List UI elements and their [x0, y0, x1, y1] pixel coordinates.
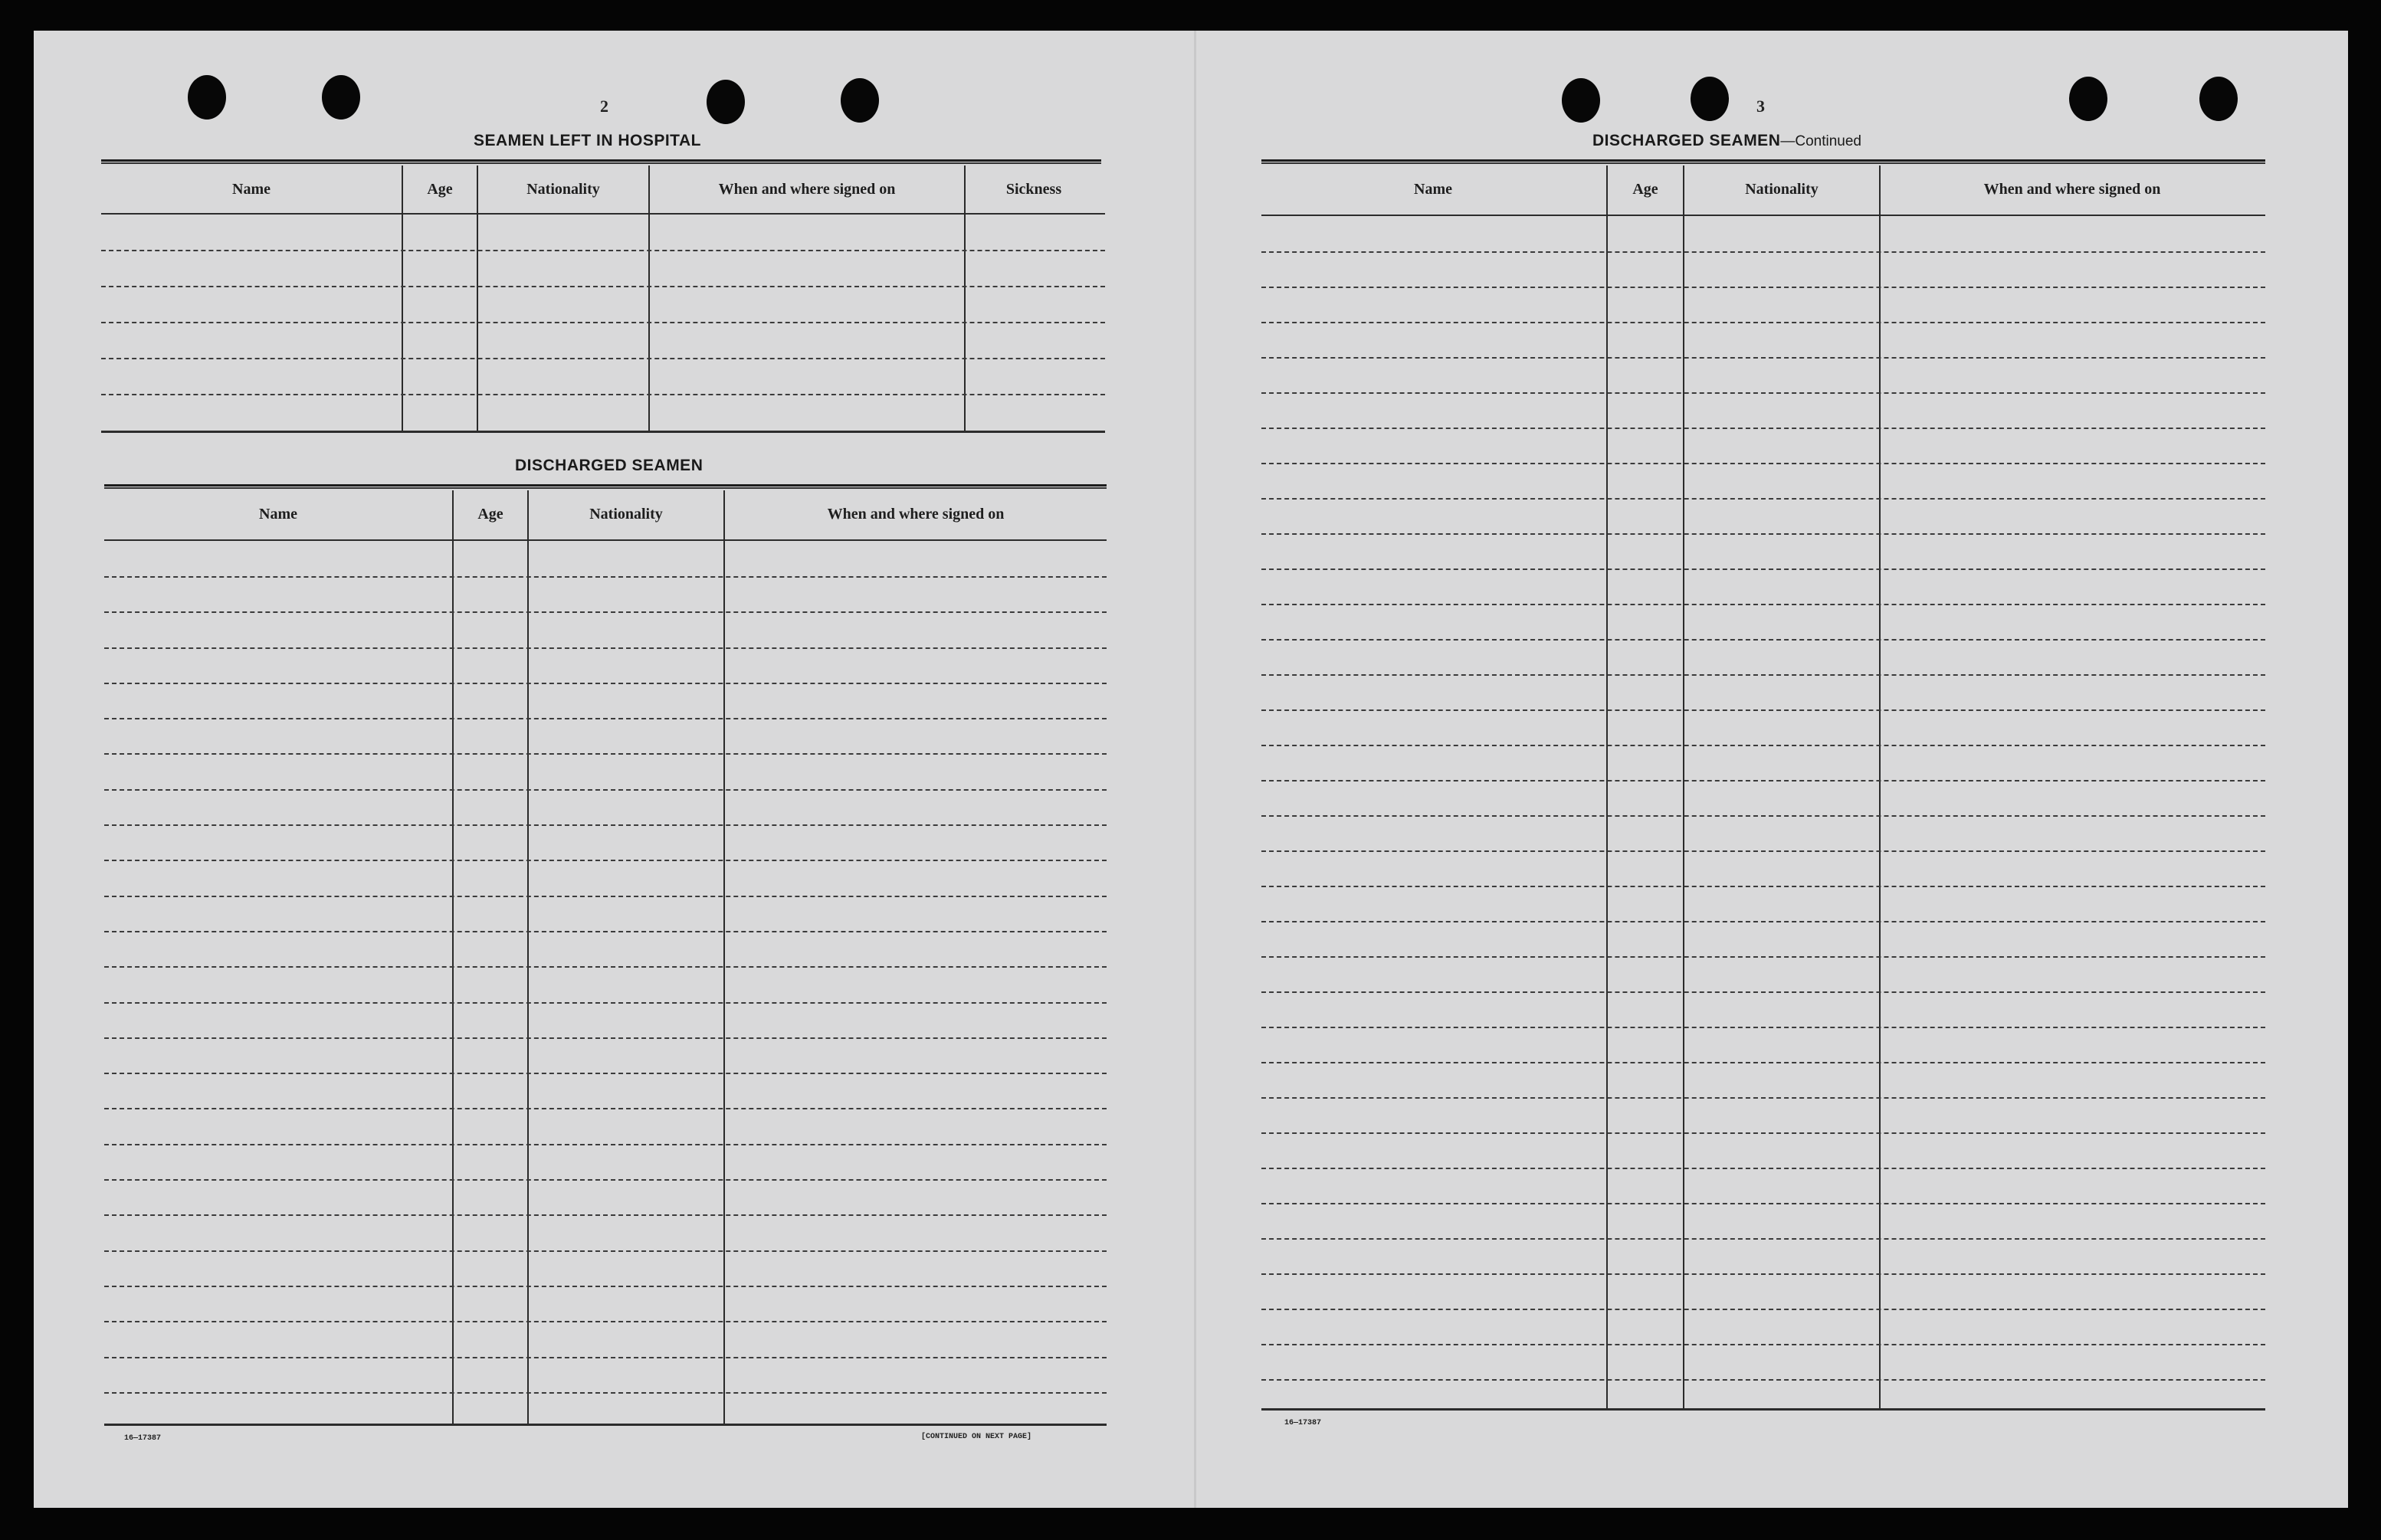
ruled-row-line	[104, 647, 1107, 649]
ruled-row-line	[1261, 568, 2265, 570]
hospital-col-divider	[477, 165, 478, 431]
ruled-row-line	[1261, 428, 2265, 429]
ruled-row-line	[1261, 1344, 2265, 1345]
discharged-continued-title-text: DISCHARGED SEAMEN	[1592, 132, 1781, 149]
punch-hole	[2069, 77, 2107, 121]
ruled-row-line	[104, 683, 1107, 684]
hospital-top-rule	[101, 159, 1101, 164]
ruled-row-line	[1261, 1203, 2265, 1204]
hospital-col-nationality: Nationality	[526, 181, 600, 198]
ruled-row-line	[1261, 639, 2265, 641]
hospital-col-sickness: Sickness	[1005, 181, 1062, 198]
right-col-divider	[1879, 165, 1881, 1408]
ruled-row-line	[104, 1321, 1107, 1322]
ruled-row-line	[1261, 1097, 2265, 1099]
right-col-nationality: Nationality	[1745, 181, 1819, 198]
ruled-row-line	[101, 358, 1105, 359]
ruled-row-line	[1261, 533, 2265, 535]
ruled-row-line	[1261, 1309, 2265, 1310]
hospital-col-divider	[402, 165, 403, 431]
punch-hole	[1691, 77, 1729, 121]
hospital-col-divider	[648, 165, 650, 431]
punch-hole	[1562, 78, 1600, 123]
ruled-row-line	[104, 1214, 1107, 1216]
ruled-row-line	[1261, 1168, 2265, 1169]
ruled-row-line	[1261, 251, 2265, 253]
ruled-row-line	[104, 611, 1107, 613]
page-fold	[1194, 31, 1196, 1508]
discharged-top-rule	[104, 484, 1107, 489]
discharged-section-title: DISCHARGED SEAMEN	[515, 457, 703, 474]
ruled-row-line	[104, 576, 1107, 578]
ruled-row-line	[104, 1073, 1107, 1074]
ruled-row-line	[1261, 463, 2265, 464]
right-col-name: Name	[1414, 181, 1452, 198]
right-col-divider	[1606, 165, 1608, 1408]
page-number-right: 3	[1756, 97, 1765, 116]
form-number-right: 16—17387	[1284, 1419, 1322, 1427]
ruled-row-line	[104, 1392, 1107, 1394]
ruled-row-line	[104, 966, 1107, 968]
ruled-row-line	[1261, 709, 2265, 711]
right-col-age: Age	[1632, 181, 1658, 198]
ruled-row-line	[104, 753, 1107, 755]
punch-hole	[841, 78, 879, 123]
ruled-row-line	[1261, 604, 2265, 605]
ruled-row-line	[104, 789, 1107, 791]
ruled-row-line	[1261, 392, 2265, 394]
right-header-rule	[1261, 215, 2265, 216]
ruled-row-line	[104, 1179, 1107, 1181]
ruled-row-line	[1261, 745, 2265, 746]
ruled-row-line	[1261, 322, 2265, 323]
right-col-divider	[1683, 165, 1684, 1408]
discharged-header-rule	[104, 539, 1107, 541]
ruled-row-line	[104, 718, 1107, 719]
hospital-bottom-rule	[101, 431, 1105, 433]
ruled-row-line	[1261, 956, 2265, 958]
discharged-col-nationality: Nationality	[589, 506, 663, 523]
punch-hole	[2199, 77, 2238, 121]
discharged-col-divider	[452, 490, 454, 1424]
hospital-section-title: SEAMEN LEFT IN HOSPITAL	[474, 132, 701, 149]
hospital-col-age: Age	[427, 181, 453, 198]
right-col-signed-on: When and where signed on	[1983, 181, 2161, 198]
ruled-row-line	[104, 824, 1107, 826]
ruled-row-line	[104, 1002, 1107, 1004]
continued-suffix: —Continued	[1780, 133, 1861, 149]
ruled-row-line	[1261, 287, 2265, 288]
ruled-row-line	[104, 860, 1107, 861]
ruled-row-line	[101, 322, 1105, 323]
page-number-left: 2	[600, 97, 608, 116]
punch-hole	[322, 75, 360, 120]
ruled-row-line	[1261, 1379, 2265, 1381]
form-number-left: 16—17387	[124, 1434, 162, 1443]
right-top-rule	[1261, 159, 2265, 164]
discharged-bottom-rule	[104, 1424, 1107, 1426]
ruled-row-line	[1261, 1062, 2265, 1063]
ruled-row-line	[101, 286, 1105, 287]
punch-hole	[188, 75, 226, 120]
ruled-row-line	[1261, 1273, 2265, 1275]
ruled-row-line	[101, 394, 1105, 395]
continued-note: [CONTINUED ON NEXT PAGE]	[921, 1433, 1032, 1441]
ruled-row-line	[1261, 921, 2265, 922]
ruled-row-line	[104, 1144, 1107, 1145]
ruled-row-line	[1261, 991, 2265, 993]
ruled-row-line	[1261, 815, 2265, 817]
discharged-continued-title	[1592, 132, 1861, 150]
punch-hole	[707, 80, 745, 124]
discharged-col-divider	[527, 490, 529, 1424]
hospital-col-name: Name	[232, 181, 271, 198]
ruled-row-line	[104, 931, 1107, 932]
ruled-row-line	[104, 896, 1107, 897]
ruled-row-line	[101, 250, 1105, 251]
ruled-row-line	[104, 1037, 1107, 1039]
ruled-row-line	[104, 1286, 1107, 1287]
ruled-row-line	[104, 1108, 1107, 1109]
ruled-row-line	[104, 1250, 1107, 1252]
ruled-row-line	[1261, 1238, 2265, 1240]
ruled-row-line	[1261, 850, 2265, 852]
ruled-row-line	[1261, 1132, 2265, 1134]
ruled-row-line	[104, 1357, 1107, 1358]
hospital-header-rule	[101, 213, 1105, 215]
right-bottom-rule	[1261, 1408, 2265, 1411]
ruled-row-line	[1261, 498, 2265, 500]
ruled-row-line	[1261, 674, 2265, 676]
ruled-row-line	[1261, 1027, 2265, 1028]
discharged-col-age: Age	[477, 506, 503, 523]
hospital-col-signed-on: When and where signed on	[718, 181, 896, 198]
discharged-col-signed-on: When and where signed on	[827, 506, 1005, 523]
discharged-col-name: Name	[259, 506, 297, 523]
discharged-col-divider	[723, 490, 725, 1424]
ruled-row-line	[1261, 357, 2265, 359]
ruled-row-line	[1261, 780, 2265, 781]
hospital-col-divider	[964, 165, 966, 431]
ruled-row-line	[1261, 886, 2265, 887]
